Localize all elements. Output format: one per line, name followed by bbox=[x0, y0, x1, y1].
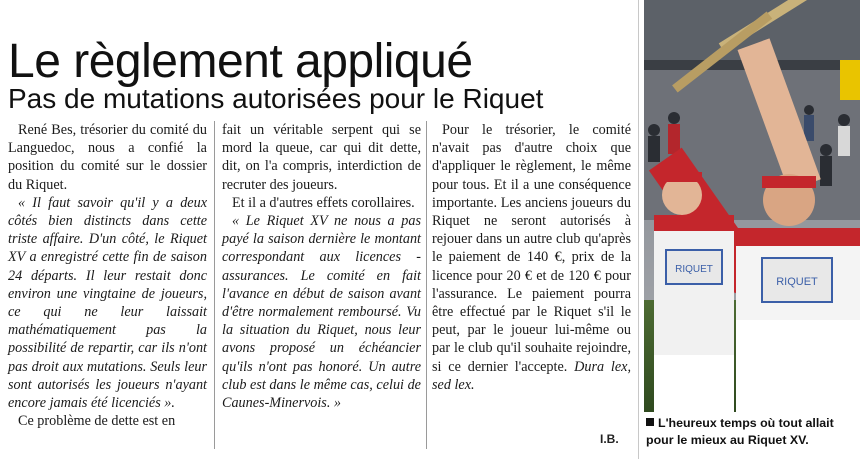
paragraph: fait un véritable serpent qui se mord la queue, car qui dit dette, dit, on l'a compris, interdiction de recruter des joueurs. bbox=[222, 122, 421, 193]
article-column-1 bbox=[8, 121, 207, 430]
article-column-3 bbox=[432, 121, 631, 394]
paragraph: Et il a d'autres effets corollaires. bbox=[232, 194, 415, 211]
column-rule bbox=[214, 121, 215, 449]
svg-text:RIQUET: RIQUET bbox=[675, 264, 713, 275]
paragraph: Ce problème de dette est en bbox=[18, 413, 176, 430]
paragraph bbox=[432, 121, 631, 394]
headline: Le règlement appliqué bbox=[8, 35, 473, 89]
caption-marker-icon bbox=[646, 418, 654, 426]
paragraph-text: Pour le trésorier, le comité n'avait pas d'autre choix que d'appliquer le règlement, le même pour tous. Et il a une conséquence importante. Les anciens joueurs du Riquet ne seront autorisés à rejouer dans un autre club qu'après le paiement de 140 €, prix de la licence pour 20 € et de 120 € pour l'assurance. Le paiement pourra être effectué par le Riquet s'il le peut, par le joueur lui-même ou par le club qu'il souhaite rejoindre, si ce dernier l'accepte. bbox=[432, 122, 631, 375]
photo-caption bbox=[646, 415, 858, 449]
quote-paragraph: « Il faut savoir qu'il y a deux côtés bien distincts dans cette triste affaire. D'un côté, le Riquet XV a enregistré cette fin de saison 24 départs. Il leur restait donc environ une vingtaine de joueurs, ce qui ne leur laissait mathématiquement pas la possibilité de repartir, car ils n'ont pas droit aux mutations. Seuls leur sont autorisés les joueurs n'ayant encore jamais été licenciés ». bbox=[8, 194, 207, 412]
rugby-celebration-photo bbox=[644, 0, 860, 412]
subheadline: Pas de mutations autorisées pour le Riquet bbox=[8, 83, 544, 114]
article-column-2 bbox=[222, 121, 421, 412]
photo-rule bbox=[638, 0, 639, 459]
svg-text:RIQUET: RIQUET bbox=[776, 276, 818, 288]
paragraph: René Bes, trésorier du comité du Languedoc, nous a confié la position du comité sur le dossier du Riquet. bbox=[8, 122, 207, 193]
author-byline: I.B. bbox=[600, 432, 619, 446]
latin-phrase: Dura lex, sed lex. bbox=[432, 358, 632, 393]
column-rule bbox=[426, 121, 427, 449]
caption-text: L'heureux temps où tout allait pour le mieux au Riquet XV. bbox=[646, 416, 834, 447]
quote-paragraph: « Le Riquet XV ne nous a pas payé la saison dernière le montant correspondant aux licences - assurances. Le comité en fait l'avance en début de saison avant d'être normalement remboursé. Vu la situation du Riquet, nous leur avons proposé un échéancier qu'ils n'ont pas honoré. Un autre club est dans le même cas, celui de Caunes-Minervois. » bbox=[222, 213, 421, 412]
